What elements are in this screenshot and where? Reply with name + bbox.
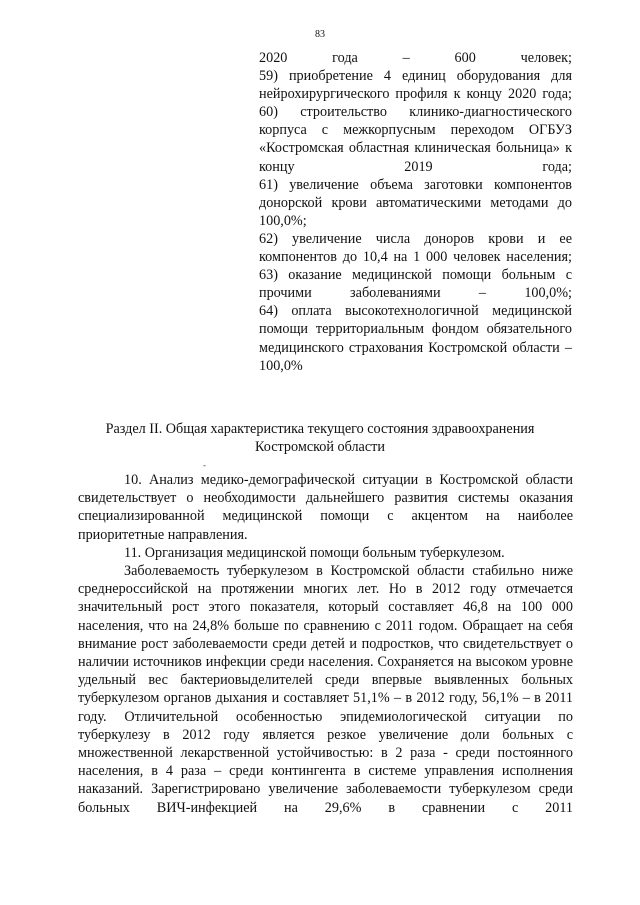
list-item: 64) оплата высокотехнологичной медицинской помощи территориальным фондом обязательного медицинского страхования Костромской области – 100,0% <box>259 303 572 374</box>
target-indicators-list <box>259 49 572 375</box>
list-item: 59) приобретение 4 единиц оборудования для нейрохирургического профиля к концу 2020 года; <box>259 68 572 103</box>
list-item: 2020 года – 600 человек; <box>259 50 572 66</box>
list-item: 60) строительство клинико-диагностического корпуса с межкорпусным переходом ОГБУЗ «Костромская областная клиническая больница» к концу 2019 года; <box>259 104 572 175</box>
list-item: 61) увеличение объема заготовки компонентов донорской крови автоматическими методами до 100,0%; <box>259 176 572 229</box>
stray-mark: - <box>203 460 206 470</box>
section-heading-line-2: Костромской области <box>255 439 385 456</box>
list-item: 63) оказание медицинской помощи больным с прочими заболеваниями – 100,0%; <box>259 267 572 302</box>
paragraph-10: 10. Анализ медико-демографической ситуации в Костромской области свидетельствует о необходимости дальнейшего развития системы оказания специализированной медицинской помощи с акцентом на наиболее приоритетные направления. <box>78 472 573 543</box>
paragraph-tuberculosis: Заболеваемость туберкулезом в Костромской области стабильно ниже среднероссийской на протяжении многих лет. Но в 2012 году отмечается значительный рост этого показателя, который составляет 46,8 на 100 000 населения, что на 24,8% больше по сравнению с 2011 годом. Обращает на себя внимание рост заболеваемости среди детей и подростков, что свидетельствует о наличии источников инфекции среди населения. Сохраняется на высоком уровне удельный вес бактериовыделителей среди впервые выявленных больных туберкулезом органов дыхания и составляет 51,1% – в 2012 году, 56,1% – в 2011 году. Отличительной особенностью эпидемиологической ситуации по туберкулезу в 2012 году является резкое увеличение доли больных с множественной лекарственной устойчивостью: в 2 раза - среди постоянного населения, в 4 раза – среди контингента в системе управления исполнения наказаний. Зарегистрировано увеличение заболеваемости туберкулезом среди больных ВИЧ-инфекцией на 29,6% в сравнении с 2011 <box>78 563 573 816</box>
section-heading <box>60 420 580 457</box>
section-heading-line-1: Раздел II. Общая характеристика текущего состояния здравоохранения <box>105 421 535 437</box>
paragraph-11: 11. Организация медицинской помощи больным туберкулезом. <box>124 544 505 561</box>
list-item: 62) увеличение числа доноров крови и ее компонентов до 10,4 на 1 000 человек населения; <box>259 230 572 266</box>
page-number: 83 <box>315 29 325 40</box>
body-text <box>78 471 573 817</box>
